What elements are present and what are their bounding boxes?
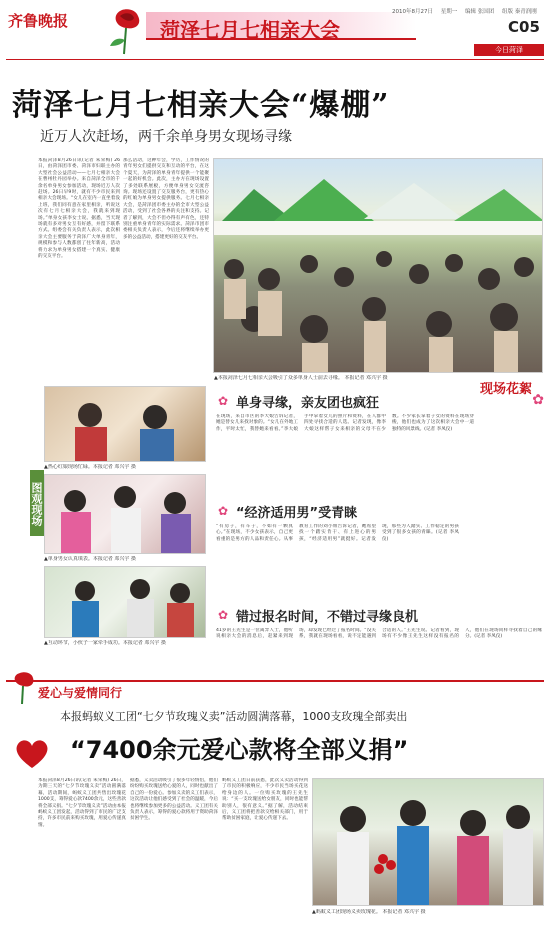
flower-icon: ✿ [532, 392, 544, 408]
bottom-section-label: 爱心与爱情同行 [38, 686, 123, 700]
story-3 [216, 604, 546, 692]
story-1-title: 单身寻缘，亲友团也疯狂 [236, 396, 380, 411]
flower-bullet-icon: ✿ [218, 608, 229, 622]
flower-bullet-icon: ✿ [218, 504, 229, 518]
story-3-title: 错过报名时间，不错过寻缘良机 [236, 610, 419, 625]
bottom-headline: “7400余元爱心款将全部义捐” [70, 736, 409, 764]
bottom-rose-icon [8, 670, 38, 706]
photo-form-filling [44, 474, 206, 554]
photo-form-filling-caption: ▲单身男女认真填表。本报记者 邓兴宇 摄 [44, 556, 137, 562]
lead-body-col2: 那么活动，这种年会，学历，工作情况的青年男女们提供交友和互动的平台，在这个夏天，为菏泽的单身青年提供一个能聚一起的好机会。此次，主办方在现场设置了多处联系展板，方便单身男女交流咨询。现场还设置了交友服务台，更有热心的红娘为单身男女提供服务。七月七相亲大会，是菏泽团市委主办的全市大型公益活动，受到了社会各界的关注和支持。记者了解到，大会不但办得有声有色，还特别注重单身青年的实际需求。菏泽市团市委相关负责人表示，今后还将继续举办更多的公益活动，搭建更好的交友平台。 [123, 158, 209, 240]
crowd-illustration [214, 159, 543, 373]
date-line: 2010年8月27日 星期一 编辑 张国团 组版 秦青润刚 [392, 9, 537, 15]
story-2-body: “有房子，有车子，不如有一颗真心。”在现场，不少女孩表示，自己更看重的是男方的人品和责任心。从事教育工作的刘小姐告诉记者，她希望找一个踏实肯干、有上进心的男孩，“经济适用男”就挺好。记者发现，那些为人踏实、工作稳定的男孩受到了很多女孩的青睐。(记者 李凤仪) [216, 524, 459, 542]
story-1 [216, 390, 546, 494]
photo-interaction-caption: ▲互动环节，小伙子一家牵手成功。本报记者 邓兴宇 摄 [44, 640, 167, 646]
bottom-photo [312, 778, 544, 906]
section-banner [146, 12, 416, 40]
masthead [0, 0, 550, 60]
bottom-kicker: 本报蚂蚁义工团“七夕节玫瑰义卖”活动圆满落幕，1000支玫瑰全部卖出 [60, 710, 408, 723]
lead-photo [213, 158, 543, 373]
photo-interaction [44, 566, 206, 638]
section-tag: 今日菏泽 [474, 44, 544, 56]
photo-matchmaker [44, 386, 206, 462]
story-2-title: “经济适用男”受青睐 [236, 506, 358, 521]
lead-subheadline: 近万人次赶场，两千余单身男女现场寻缘 [40, 129, 292, 145]
photo-matchmaker-caption: ▲热心红娘现场忙碌。本报记者 邓兴宇 摄 [44, 464, 137, 470]
page-code: C05 [508, 18, 540, 36]
lead-photo-caption: ▲本报菏泽七月七相亲大会吸引了众多单身人士前去寻缘。 本报记者 邓兴宇 摄 [214, 375, 388, 381]
bottom-body-col2: 据悉，义卖活动吸引了很多年轻情侣，他们纷纷购买玫瑰送给心爱的人，同时也献出了自己的一份爱心。参加义卖的义工们表示，这次活动让他们感受到了社会的温暖，今后也将继续参加更多的公益活动。义工团有关负责人表示，筹得的爱心款将用于资助菏泽贫困学生。 [130, 778, 218, 822]
flower-bullet-icon: ✿ [218, 394, 229, 408]
side-label-text: 现场花絮 [480, 382, 533, 397]
left-label-tape: 图观现场 [30, 470, 44, 536]
bottom-photo-caption: ▲蚂蚁义工团现场义卖玫瑰花。 本报记者 邓兴宇 摄 [312, 909, 426, 915]
bottom-heart-icon [14, 736, 50, 770]
section-title: 菏泽七月七相亲大会 [160, 18, 340, 42]
masthead-rule [6, 59, 544, 60]
bottom-section-divider [6, 680, 544, 682]
story-3-body: 41岁的王先生是一位离异人士，他听说相亲大会的消息后，赶紧来到现场，却发现已经过了报名时间。“没关系，我就在现场看看，说不定能遇到合适的人。”王先生说。记者看到，现场有不少像王先生这样没有报名的人，他们在现场同样寻找着自己的缘分。(记者 李凤仪) [216, 628, 542, 640]
lead-body-col1: 本报菏泽8月26日讯(记者 朱荣梅) 26日，由菏泽团市委、菏泽市妇联主办的大型社会公益活动——七月七相亲大会在曹州牡丹园举办。来自菏泽全市的千余名单身男女参加活动，现场近万人次赶场。26日早9时，就有不少市民来到相亲大会现场。“女儿在室内一直坐着没上班，我们同有意在家里相亲，听说这次有七月七相亲大会，我就来到现场。”单身女孩李女士说。据悉，当天现场就有多对男女互有好感，并留下联系方式。组委会有关负责人表示，此次相亲大会主要服务于菏泽广大单身青年，规模和参与人数都创了往年新高，活动将力求为单身男女搭建一个真实、健康的交友平台。 [38, 158, 120, 260]
paper-logo: 齐鲁晚报 [8, 12, 69, 30]
bottom-body-col3: 蚂蚁义工团日前获悉，此次义卖活动得到了市民的积极响应，不少市民当场买花送给身边的人。一位购买玫瑰的王先生说：“买一支玫瑰送给女朋友，同时也能帮助别人，很有意义。”据了解，活动结束后，义工团将把善款交给相关部门，用于帮助贫困家庭，让爱心传递下去。 [222, 778, 308, 822]
lead-headline: 菏泽七月七相亲大会“爆棚” [12, 88, 390, 123]
story-2 [216, 500, 546, 598]
bottom-body-col1: 本报菏泽8月26日讯(记者 朱荣梅) 26日，为期三天的“七夕节玫瑰义卖”活动圆满落幕，活动期间，蚂蚁义工团共售出玫瑰花1000支，筹得爱心款7400余元，这些善款将全部义捐。“七夕节玫瑰义卖”活动由本报蚂蚁义工团发起，活动得到了市民的广泛支持，许多市民前来购买玫瑰，用爱心传递真情。 [38, 778, 126, 828]
story-1-body: 在现场，来自市区的李大娘告诉记者，她是替女儿来找对象的。“女儿在外地工作，平时太忙，我替她来看看。”李大娘手中拿着女儿的照片和资料，在人群中四处寻找合适的人选。记者发现，像李大娘这样帮子女来相亲的父母不在少数。不少家长拿着子女的资料在现场穿梭，他们也成为了这次相亲大会中一道独特的风景线。(记者 李凤仪) [216, 414, 474, 432]
rose-icon [106, 6, 146, 56]
